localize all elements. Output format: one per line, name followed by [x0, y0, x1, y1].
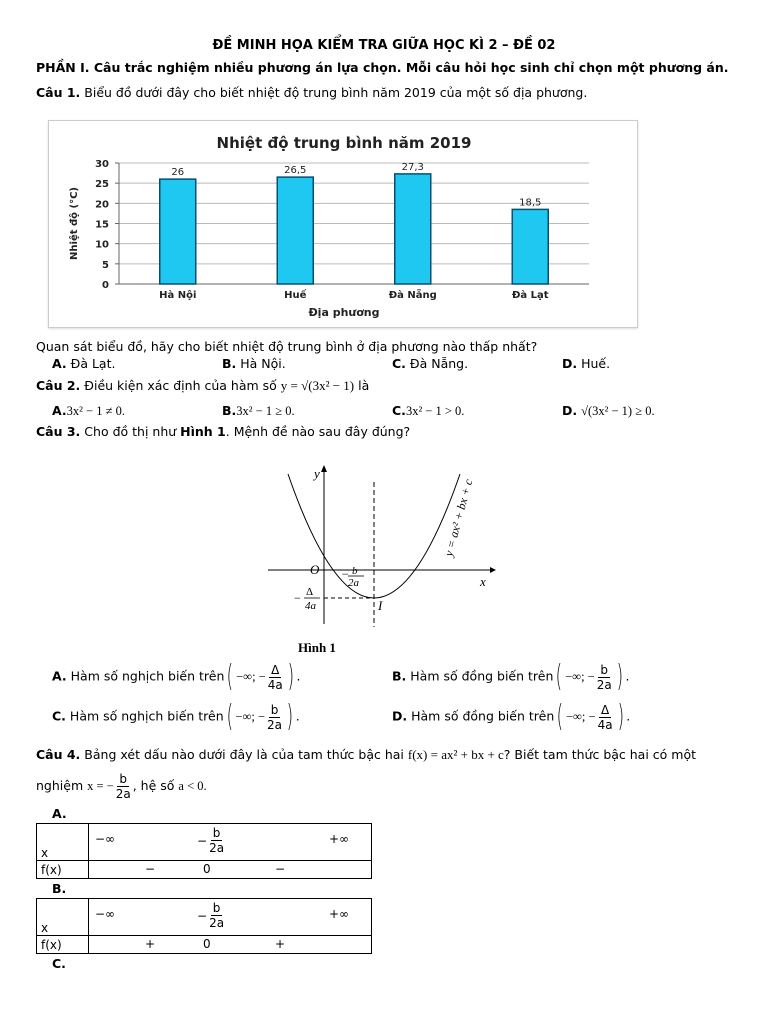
frac-delta-den: 4a — [305, 600, 316, 612]
frac-b-num: b — [352, 565, 358, 577]
category-label: Đà Lạt — [511, 290, 549, 301]
x-axis-label: Địa phương — [308, 306, 380, 319]
y-axis-label: Nhiệt độ (°C) — [69, 187, 80, 260]
q3-option-c[interactable]: C. Hàm số nghịch biến trên( −∞; − $\frac{b}{2a}$ ) . — [52, 699, 300, 734]
x-label: x — [480, 574, 486, 589]
y-axis-arrow — [321, 465, 327, 472]
q1-question: Quan sát biểu đồ, hãy cho biết nhiệt độ trung bình ở địa phương nào thấp nhất? — [36, 339, 538, 354]
q1-prompt — [36, 85, 587, 100]
q2-prompt: Câu 2. Điều kiện xác định của hàm số y = √(3x² − 1) là — [36, 378, 370, 393]
q3-prompt: Câu 3. Cho đồ thị như Hình 1. Mệnh đề nào sau đây đúng? — [36, 424, 411, 439]
y-tick-label: 20 — [95, 199, 109, 211]
q4-prompt-line2: nghiệm x = − $\frac{b}{2a}$ , hệ số a < 0. — [36, 772, 207, 801]
figure-caption: Hình 1 — [298, 640, 336, 655]
temperature-chart — [48, 120, 638, 328]
category-label: Huế — [284, 290, 307, 301]
parabola-graph — [260, 462, 500, 632]
sign-table-b[interactable]: x −∞ − $\frac{b}{2a}$ +∞ f(x) + 0 + — [36, 898, 372, 954]
data-label: 26 — [171, 167, 185, 179]
bar-Đà Lạt — [512, 209, 548, 284]
q2-option-a[interactable]: A.3x² − 1 ≠ 0. — [52, 403, 125, 418]
category-label: Hà Nội — [159, 290, 197, 301]
y-tick-label: 30 — [95, 159, 109, 170]
y-tick-label: 10 — [95, 239, 109, 251]
minus-sign-delta: − — [294, 591, 301, 605]
data-label: 27,3 — [401, 161, 424, 173]
y-tick-label: 15 — [95, 219, 109, 231]
y-tick-label: 0 — [102, 280, 109, 291]
q1-option-d[interactable]: D. Huế. — [562, 356, 611, 371]
curve-equation: y = ax² + bx + c — [441, 477, 476, 558]
q3-option-d[interactable]: D. Hàm số đồng biến trên( −∞; − $\frac{\Delta}{4a}$ ) . — [392, 699, 631, 734]
exam-title: ĐỀ MINH HỌA KIỂM TRA GIỮA HỌC KÌ 2 – ĐỀ 02 — [212, 38, 556, 53]
q2-function: y = √(3x² − 1) — [280, 378, 355, 393]
y-tick-label: 5 — [102, 259, 109, 271]
q2-option-b[interactable]: B.3x² − 1 ≥ 0. — [222, 403, 295, 418]
frac-delta-num: Δ — [306, 586, 314, 598]
q3-option-a[interactable]: A. Hàm số nghịch biến trên( −∞; − $\frac{\Delta}{4a}$ ) . — [52, 659, 301, 694]
bar-Hà Nội — [160, 179, 196, 284]
q1-option-b[interactable]: B. Hà Nội. — [222, 356, 286, 371]
minus-sign-b: − — [341, 567, 350, 581]
q1-option-c[interactable]: C. Đà Nẵng. — [392, 356, 469, 371]
vertex-label: I — [378, 598, 383, 613]
bar-Huế — [277, 177, 313, 284]
q1-text: Biểu đồ dưới đây cho biết nhiệt độ trung bình năm 2019 của một số địa phương. — [84, 85, 588, 100]
q4-prompt: Câu 4. Bảng xét dấu nào dưới đây là của tam thức bậc hai f(x) = ax² + bx + c? Biết tam thức bậc hai có một — [36, 747, 697, 762]
data-label: 18,5 — [519, 197, 542, 209]
data-label: 26,5 — [284, 165, 307, 177]
q4-option-a-label[interactable]: A. — [52, 806, 67, 821]
part-heading: PHẦN I. Câu trắc nghiệm nhiều phương án lựa chọn. Mỗi câu hỏi học sinh chỉ chọn một phương án. — [36, 60, 729, 75]
q4-option-c-label[interactable]: C. — [52, 956, 66, 971]
q3-option-b[interactable]: B. Hàm số đồng biến trên( −∞; − $\frac{b}{2a}$ ) . — [392, 659, 630, 694]
frac-b-den: 2a — [348, 577, 359, 589]
x-axis-arrow — [490, 567, 496, 573]
q2-option-d[interactable]: D. √(3x² − 1) ≥ 0. — [562, 403, 655, 418]
chart-title: Nhiệt độ trung bình năm 2019 — [216, 134, 472, 152]
category-label: Đà Nẵng — [388, 290, 437, 301]
chart-svg — [49, 121, 639, 329]
q4-option-b-label[interactable]: B. — [52, 881, 67, 896]
q2-option-c[interactable]: C.3x² − 1 > 0. — [392, 403, 465, 418]
y-label: y — [314, 466, 320, 481]
q1-option-a[interactable]: A. Đà Lạt. — [52, 356, 116, 371]
y-tick-label: 25 — [95, 179, 109, 191]
origin-label: O — [310, 562, 320, 577]
bar-Đà Nẵng — [395, 174, 431, 284]
q1-label: Câu 1. — [36, 85, 81, 100]
sign-table-a[interactable]: x −∞ − $\frac{b}{2a}$ +∞ f(x) − 0 − — [36, 823, 372, 879]
